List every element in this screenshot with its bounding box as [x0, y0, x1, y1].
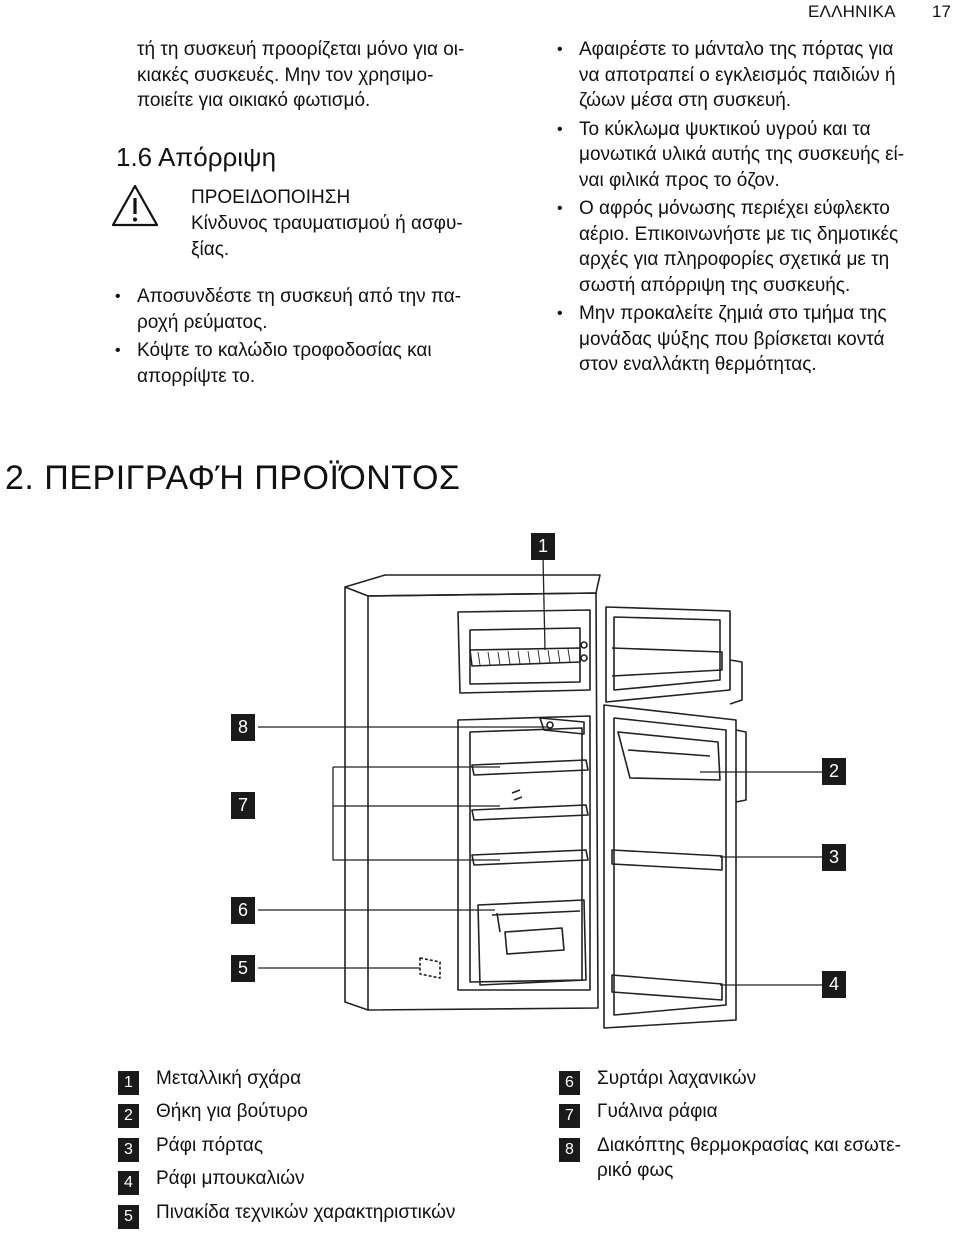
callout-5: 5: [231, 955, 255, 982]
bullet-item: [115, 284, 535, 335]
section-heading-product-description: 2. ΠΕΡΙΓΡΑΦΉ ΠΡΟΪΌΝΤΟΣ: [5, 459, 461, 497]
legend-item: [118, 1167, 538, 1195]
legend-item: [118, 1067, 538, 1095]
page-number: 17: [932, 2, 951, 21]
bullet-item: [557, 196, 957, 298]
callout-6: 6: [231, 897, 255, 924]
left-bullets: [115, 284, 535, 389]
bullet-line: ναι φιλικά προς το όζον.: [579, 169, 780, 191]
callout-7: 7: [231, 792, 255, 819]
bullet-item: [557, 37, 957, 114]
left-column: [137, 37, 537, 114]
rating-plate: [420, 958, 440, 978]
legend-item: [118, 1201, 538, 1229]
legend-item: [559, 1067, 959, 1095]
section-number: 1.6: [116, 142, 153, 172]
bullet-line: ζώων μέσα στη συσκευή.: [579, 90, 792, 111]
legend-item: [559, 1100, 959, 1128]
warning-text: [191, 211, 531, 262]
warning-icon: [110, 183, 160, 228]
legend-number: 2: [118, 1104, 139, 1128]
legend-text: ρικό φως: [597, 1160, 674, 1181]
glass-shelf: [472, 805, 588, 820]
bullet-item: [115, 338, 535, 389]
language-label: ΕΛΛΗΝΙΚΑ: [808, 2, 896, 21]
page-header: [0, 0, 960, 24]
legend-item: [559, 1134, 959, 1190]
bullet-line: μονωτικά υλικά αυτής της συσκευής εί-: [579, 144, 905, 165]
freezer-door: [606, 607, 730, 702]
metal-grid-shelf: [470, 648, 580, 666]
callout-1: 1: [531, 533, 555, 560]
intro-line: κιακές συσκευές. Μην τον χρησιμο-: [137, 64, 434, 86]
legend-text: Διακόπτης θερμοκρασίας και εσωτε-: [597, 1135, 901, 1156]
legend-number: 3: [118, 1138, 139, 1162]
legend-item: [118, 1134, 538, 1162]
bullet-item: [557, 117, 957, 194]
legend-text: Πινακίδα τεχνικών χαρακτηριστικών: [156, 1202, 456, 1223]
bullet-item: [557, 301, 957, 378]
bullet-line: αρχές για πληροφορίες σχετικά με τη: [579, 249, 890, 270]
door-shelf: [612, 850, 722, 870]
legend-text: Ράφι πόρτας: [156, 1135, 264, 1156]
legend-number: 4: [118, 1171, 139, 1195]
bullet-line: στον εναλλάκτη θερμότητας.: [579, 354, 817, 375]
intro-line: ποιείτε για οικιακό φωτισμό.: [137, 90, 371, 111]
legend-number: 1: [118, 1071, 139, 1095]
bullet-line: • Μην προκαλείτε ζημιά στο τμήμα της: [579, 303, 887, 324]
bullet-line: • Ο αφρός μόνωσης περιέχει εύφλεκτο: [579, 198, 890, 219]
bullet-line: • Κόψτε το καλώδιο τροφοδοσίας και: [137, 340, 432, 361]
legend-number: 5: [118, 1205, 139, 1229]
warning-text-line: ξίας.: [191, 238, 230, 260]
bullet-line: σωστή απόρριψη της συσκευής.: [579, 274, 851, 296]
bullet-line: • Αφαιρέστε το μάνταλο της πόρτας για: [579, 39, 894, 60]
bottle-shelf: [612, 975, 722, 1000]
bullet-line: αέριο. Επικοινωνήστε με τις δημοτικές: [579, 223, 899, 245]
bullet-line: • Αποσυνδέστε τη συσκευή από την πα-: [137, 286, 462, 307]
legend-text: Γυάλινα ράφια: [597, 1101, 718, 1122]
intro-line: τή τη συσκευή προορίζεται μόνο για οι-: [137, 39, 465, 60]
fridge-diagram: [0, 520, 960, 1060]
bullet-line: • Το κύκλωμα ψυκτικού υγρού και τα: [579, 118, 871, 140]
section-title: Απόρριψη: [157, 142, 277, 172]
callout-line-7: [333, 767, 500, 860]
legend-number: 8: [559, 1138, 580, 1162]
right-column: [557, 37, 957, 378]
callout-line-1: [543, 557, 545, 650]
legend-text: Ράφι μπουκαλιών: [156, 1168, 305, 1189]
legend-text: Συρτάρι λαχανικών: [597, 1068, 757, 1089]
callout-4: 4: [822, 971, 846, 998]
callout-8: 8: [231, 714, 255, 741]
legend-number: 7: [559, 1104, 580, 1128]
bullet-line: απορρίψτε το.: [137, 365, 256, 387]
warning-title: ΠΡΟΕΙΔΟΠΟΙΗΣΗ: [191, 187, 351, 208]
legend-number: 6: [559, 1071, 580, 1095]
legend-text: Θήκη για βούτυρο: [156, 1101, 308, 1122]
callout-3: 3: [822, 844, 846, 871]
freezer-compartment: [458, 610, 590, 693]
callout-2: 2: [822, 758, 846, 785]
bullet-line: ροχή ρεύματος.: [137, 311, 268, 333]
legend-item: [118, 1100, 538, 1128]
section-heading-disposal: [116, 142, 276, 172]
cabinet-left-side: [345, 587, 368, 1010]
legend-text: Μεταλλική σχάρα: [156, 1068, 302, 1089]
bullet-line: να αποτραπεί ο εγκλεισμός παιδιών ή: [579, 64, 896, 86]
warning-text-line: Κίνδυνος τραυματισμού ή ασφυ-: [191, 213, 463, 234]
glass-shelf: [472, 850, 588, 865]
bullet-line: μονάδας ψύξης που βρίσκεται κοντά: [579, 328, 885, 350]
